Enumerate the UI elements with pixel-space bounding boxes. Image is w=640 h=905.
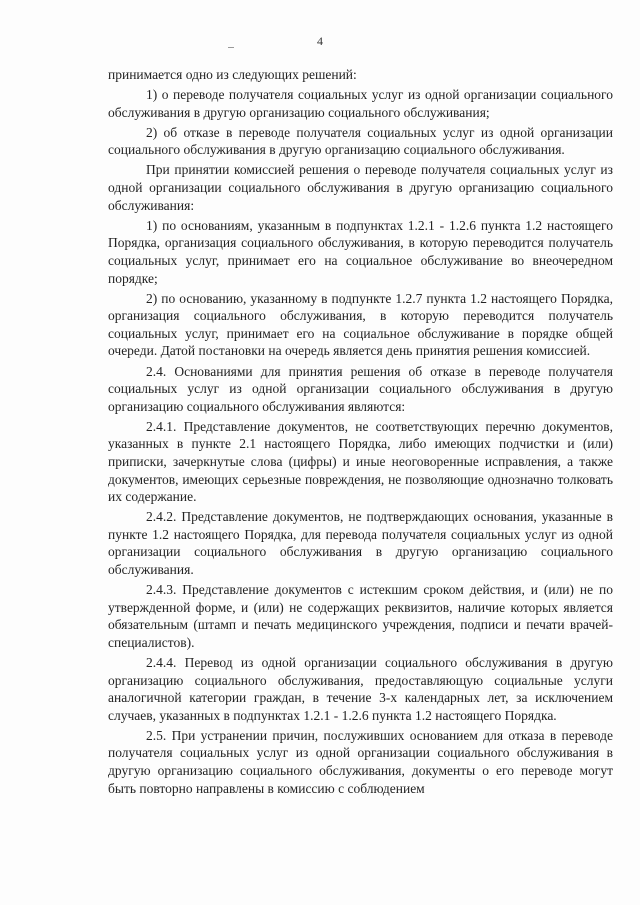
paragraph-2-4-2: 2.4.2. Представление документов, не подтверждающих основания, указанные в пункте 1.2 настоящего Порядка, для перевода получателя социальных услуг из одной организации социального обслуживания в другую организацию социального обслуживания. <box>108 509 613 578</box>
paragraph-2-4-1: 2.4.1. Представление документов, не соответствующих перечню документов, указанных в пункте 2.1 настоящего Порядка, либо имеющих подчистки и (или) приписки, зачеркнутые слова (цифры) и иные неоговоренные исправления, а также документов, имеющих серьезные повреждения, не позволяющие однозначно толковать их содержание. <box>108 418 613 505</box>
paragraph-2-5: 2.5. При устранении причин, послуживших основанием для отказа в переводе получателя социальных услуг из одной организации социального обслуживания в другую организацию социального обслуживания, документы о его переводе могут быть повторно направлены в комиссию с соблюдением <box>108 727 613 796</box>
scan-mark <box>228 47 234 48</box>
document-body <box>108 66 613 797</box>
paragraph-decision-transfer: 1) о переводе получателя социальных услуг из одной организации социального обслуживания в другую организацию социального обслуживания; <box>108 87 613 120</box>
paragraph-commission-decision: При принятии комиссией решения о переводе получателя социальных услуг из одной организации социального обслуживания в другую организацию социального обслуживания: <box>108 162 613 213</box>
paragraph-2-4-3: 2.4.3. Представление документов с истекшим сроком действия, и (или) не по утвержденной форме, и (или) не содержащих реквизитов, наличие которых является обязательным (штамп и печать медицинского учреждения, подписи и печати врачей-специалистов). <box>108 582 613 650</box>
paragraph-decisions-intro: принимается одно из следующих решений: <box>108 67 357 82</box>
paragraph-2-4-4: 2.4.4. Перевод из одной организации социального обслуживания в другую организацию социального обслуживания, предоставляющую социальные услуги аналогичной категории граждан, в течение 3-х календарных лет, за исключением случаев, указанных в подпунктах 1.2.1 - 1.2.6 пункта 1.2 настоящего Порядка. <box>108 655 613 723</box>
paragraph-decision-refusal: 2) об отказе в переводе получателя социальных услуг из одной организации социального обслуживания в другую организацию социального обслуживания. <box>108 124 613 158</box>
paragraph-general-queue: 2) по основанию, указанному в подпункте 1.2.7 пункта 1.2 настоящего Порядка, организация социального обслуживания, в которую переводится получатель социальных услуг, принимает его на социальное обслуживание в порядке общей очереди. Датой постановки на очередь является день принятия решения комиссией. <box>108 290 613 359</box>
paragraph-extraordinary-order: 1) по основаниям, указанным в подпунктах 1.2.1 - 1.2.6 пункта 1.2 настоящего Порядка, организация социального обслуживания, в которую переводится получатель социальных услуг, принимает его на социальное обслуживание во внеочередном порядке; <box>108 217 613 286</box>
paragraph-2-4: 2.4. Основаниями для принятия решения об отказе в переводе получателя социальных услуг из одной организации социального обслуживания в другую организацию социального обслуживания являются: <box>108 363 613 414</box>
page-number: 4 <box>317 34 323 48</box>
